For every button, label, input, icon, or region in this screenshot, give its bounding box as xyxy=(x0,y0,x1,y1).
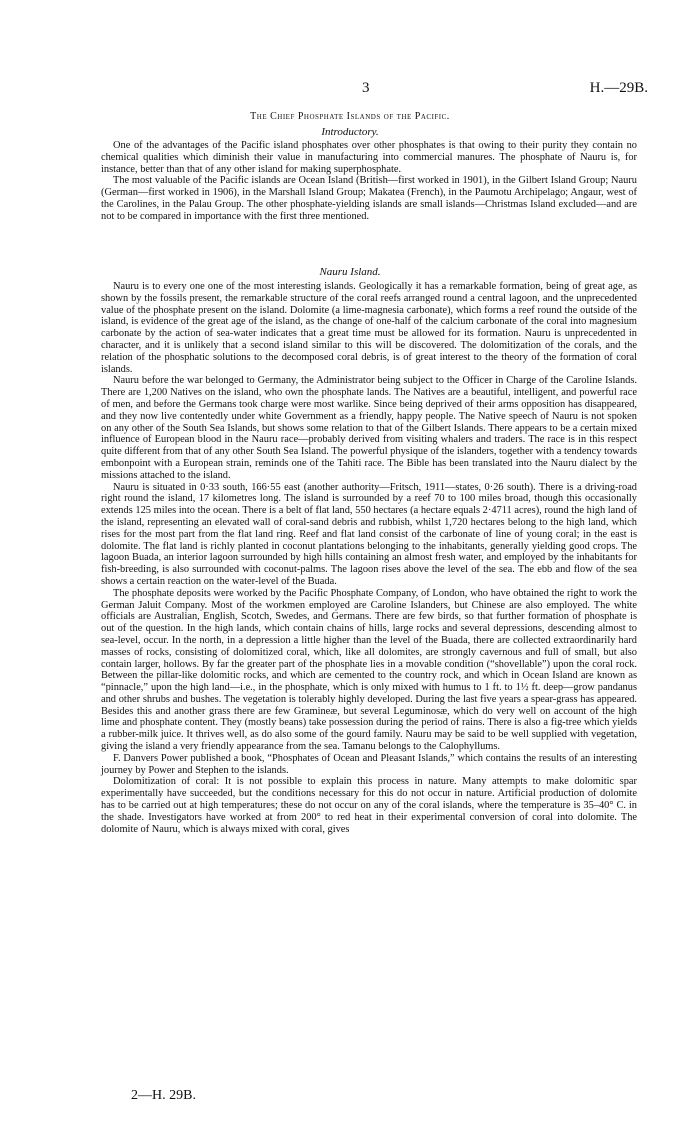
paragraph: One of the advantages of the Pacific island phosphates over other phosphates is that owing to their purity they contain no chemical qualities which diminish their value in manufacturing into commercial manures. The phosphate of Nauru is, for instance, better than that of any other island for making superphosphate. xyxy=(101,140,637,175)
paragraph: Dolomitization of coral: It is not possible to explain this process in nature. Many attempts to make dolomitic spar experimentally have succeeded, but the conditions necessary for this do not occur in nature. Artificial production of dolomite has to be carried out at high temperatures; these do not occur on any of the coral islands, where the temperature is 35–40° C. in the shade. Investigators have worked at from 200° to red heat in their experimental conversion of coral into dolomite. The dolomite of Nauru, which is always mixed with coral, gives xyxy=(101,776,637,835)
paragraph: The phosphate deposits were worked by the Pacific Phosphate Company, of London, who have obtained the right to work the German Jaluit Company. Most of the workmen employed are Caroline Islanders, but Chinese are also employed. The white officials are Australian, English, Scotch, Swedes, and Germans. There are few birds, so that further formation of phosphate is out of the question. In the high lands, which contain chains of hills, large rocks and several depressions, descending almost to sea-level, occur. In the north, in a depression a little higher than the level of the Buada, there are collected extraordinarily hard masses of rocks, consisting of dolomitized coral, which, like all dolomites, are strongly cavernous and full of small, but also contain larger, hollows. By far the greater part of the phosphate lies in a movable condition (“shovellable”) upon the coral rock. Between the pillar-like dolomitic rocks, and which are cemented to the country rock, and which in Ocean Island are known as “pinnacle,” upon the high land—i.e., in the phosphate, which is only mixed with humus to 1 ft. to 1½ ft. deep—grow pandanus and other shrubs and bushes. The vegetation is tolerably highly developed. During the last five years a spear-grass has appeared. Besides this and another grass there are few Gramineæ, but several Leguminosæ, which do very well on account of the high lime and phosphate content. They (mostly beans) take possession during the period of rains. There is also a fig-tree which yields a rubber-milk juice. It thrives well, as do also some of the gourd family. Nauru may be said to be well supplied with vegetation, giving the island a very friendly appearance from the sea. Tamanu belongs to the Calophyllums. xyxy=(101,587,637,753)
paragraph: F. Danvers Power published a book, “Phosphates of Ocean and Pleasant Islands,” which contains the results of an interesting journey by Power and Stephen to the islands. xyxy=(101,752,637,776)
subheading-nauru-island: Nauru Island. xyxy=(319,266,381,278)
document-title: The Chief Phosphate Islands of the Pacific. xyxy=(250,111,450,122)
nauru-section xyxy=(101,281,637,835)
document-reference: H.—29B. xyxy=(589,80,648,96)
paragraph: Nauru is to every one one of the most interesting islands. Geologically it has a remarkable formation, being of great age, as shown by the fossils present, the remarkable structure of the coral reefs arranged round a central lagoon, and the unprecedented value of the phosphate present on the island. Dolomite (a lime-magnesia carbonate), which forms a reef round the outside of the island, is evidence of the great age of the island, as the change of one-half of the calcium carbonate of the coral into magnesium carbonate by the action of sea-water indicates that a great time must be allowed for its formation. Nauru is unprecedented in character, and it is unlikely that a second island similar to this will be discovered. The dolomitization of the corals, and the relation of the phosphatic solutions to the decomposed coral debris, is of great interest to the theory of the formation of coral islands. xyxy=(101,281,637,375)
paragraph: Nauru before the war belonged to Germany, the Administrator being subject to the Officer in Charge of the Caroline Islands. There are 1,200 Natives on the island, who own the phosphate lands. The Natives are a beautiful, intelligent, and powerful race of men, and before the Germans took charge were most warlike. Since being deprived of their arms opposition has disappeared, and they now live contentedly under white Government as a friendly, happy people. The Native speech of Nauru is not spoken on any other of the South Sea Islands, but shows some relation to that of the Gilbert Islands. There appears to be a certain mixed influence of European blood in the Nauru race—probably derived from visiting whalers and traders. The race is in this respect quite different from that of any other South Sea Island. The powerful physique of the islanders, together with a tendency towards embonpoint with a European strain, reminds one of the Tahiti race. The Bible has been translated into the Nauru dialect by the missions attached to the island. xyxy=(101,375,637,481)
paragraph: The most valuable of the Pacific islands are Ocean Island (British—first worked in 1901), in the Gilbert Island Group; Nauru (German—first worked in 1906), in the Marshall Island Group; Makatea (French), in the Paumotu Archipelago; Angaur, west of the Carolines, in the Palau Group. The other phosphate-yielding islands are small islands—Christmas Island excluded—and are not to be compared in importance with the first three mentioned. xyxy=(101,175,637,222)
page-header xyxy=(0,80,700,102)
page-number: 3 xyxy=(362,80,370,96)
subheading-introductory: Introductory. xyxy=(321,126,379,138)
paragraph: Nauru is situated in 0·33 south, 166·55 east (another authority—Fritsch, 1911—states, 0·26 south). There is a driving-road right round the island, 17 kilometres long. The island is surrounded by a reef 70 to 100 miles broad, though this occasionally extends 125 miles into the ocean. There is a belt of flat land, 550 hectares (a hectare equals 2·4711 acres), round the high land of the island, representing an elevated wall of coral-sand debris and rubbish, whilst 1,720 hectares belong to the high land, which rises for the most part from the flat land ring. Reef and flat land consist of the carbonate of line of young coral; in the east is dolomite. The flat land is richly planted in coconut plantations belonging to the inhabitants, generally yielding good crops. The lagoon Buada, an interior lagoon surrounded by high hills containing an almost fresh water, and employed by the inhabitants for fish-breeding, is also surrounded with coconut-palms. The lagoon rises above the level of the sea. The ebb and flow of the sea shows a certain reaction on the water-level of the Buada. xyxy=(101,481,637,587)
introductory-section xyxy=(101,140,637,223)
page-footer-signature: 2—H. 29B. xyxy=(131,1088,196,1103)
